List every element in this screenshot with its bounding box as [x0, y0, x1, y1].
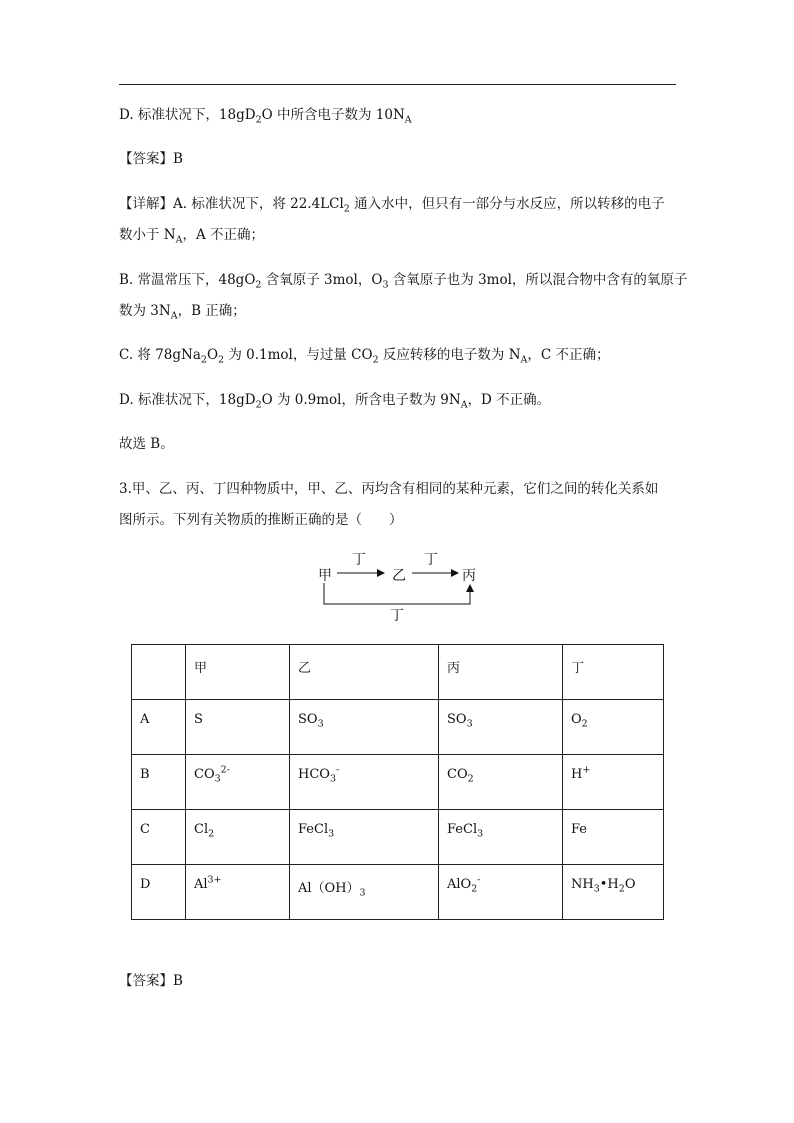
text: B. 常温常压下，48gO — [119, 272, 256, 288]
subscript: 2 — [471, 883, 478, 895]
subscript: 2 — [255, 399, 262, 411]
header-rule — [119, 84, 676, 85]
subscript: 2 — [372, 354, 379, 366]
detail-c — [119, 345, 610, 365]
subscript: 3 — [214, 773, 221, 785]
detail-a-2 — [119, 225, 264, 245]
table-cell — [439, 810, 563, 865]
table-cell — [290, 700, 439, 755]
text: FeCl — [298, 822, 329, 837]
answer-value: B — [173, 973, 183, 989]
header-cell: 丁 — [563, 645, 664, 700]
subscript: A — [170, 310, 178, 322]
subscript: 2 — [343, 203, 350, 215]
conversion-diagram — [300, 548, 500, 632]
text: ，B 正确； — [177, 303, 246, 319]
text: 为 0.1mol，与过量 CO — [224, 347, 373, 363]
table-cell — [186, 755, 290, 810]
text: D. 标准状况下，18gD — [119, 107, 256, 123]
row-label: B — [132, 755, 186, 810]
subscript: A — [520, 354, 528, 366]
superscript: + — [582, 764, 591, 776]
text: 反应转移的电子数为 N — [378, 347, 521, 363]
text: 数小于 N — [119, 227, 176, 243]
row-label: D — [132, 865, 186, 920]
text: 数为 3N — [119, 303, 171, 319]
table-cell — [186, 810, 290, 865]
subscript: A — [175, 234, 183, 246]
table-row — [132, 810, 664, 865]
detail-d — [119, 390, 550, 410]
node-jia: 甲 — [318, 568, 332, 584]
text: SO — [298, 712, 318, 727]
superscript: 2- — [220, 764, 230, 776]
subscript: A — [404, 114, 412, 126]
question-3-line-2: 图所示。下列有关物质的推断正确的是（ ） — [119, 512, 403, 528]
arrow-label-3: 丁 — [390, 608, 404, 624]
text: HCO — [298, 767, 330, 782]
table-cell — [290, 810, 439, 865]
superscript: - — [477, 874, 481, 886]
subscript: 2 — [255, 114, 262, 126]
arrow-label-1: 丁 — [352, 552, 366, 568]
text: D. 标准状况下，18gD — [119, 392, 256, 408]
subscript: A — [460, 399, 468, 411]
header-cell: 乙 — [290, 645, 439, 700]
subscript: 3 — [477, 828, 484, 840]
table-cell — [563, 700, 664, 755]
text: Al — [194, 877, 208, 892]
arrow-jia-to-bing — [324, 583, 470, 604]
subscript: 2 — [208, 828, 215, 840]
detail-a — [119, 194, 665, 214]
detail-b-2 — [119, 301, 246, 321]
detail-label: 【详解】 — [119, 196, 173, 212]
node-yi: 乙 — [392, 568, 406, 584]
superscript: - — [336, 764, 340, 776]
question-3-line-1: 3.甲、乙、丙、丁四种物质中，甲、乙、丙均含有相同的某种元素，它们之间的转化关系如 — [119, 481, 659, 497]
table-header-row — [132, 645, 664, 700]
text: C. 将 78gNa — [119, 347, 201, 363]
subscript: 3 — [466, 718, 473, 730]
answer-value: B — [173, 151, 183, 167]
text: Fe — [571, 822, 588, 837]
superscript: 3+ — [207, 874, 222, 886]
text: H — [571, 767, 583, 782]
subscript: 3 — [593, 883, 600, 895]
text: S — [194, 712, 203, 727]
text: •H — [599, 877, 619, 892]
text: Cl — [194, 822, 209, 837]
text: O — [571, 712, 582, 727]
subscript: 3 — [359, 887, 366, 899]
text: O — [624, 877, 636, 892]
table-cell — [563, 810, 664, 865]
text: O 中所含电子数为 10N — [261, 107, 405, 123]
table-cell — [186, 865, 290, 920]
subscript: 2 — [618, 883, 625, 895]
arrow-label-2: 丁 — [424, 552, 438, 568]
text: 含氧原子 3mol，O — [261, 272, 383, 288]
table-cell — [439, 865, 563, 920]
text: SO — [447, 712, 467, 727]
options-table — [131, 644, 664, 920]
node-bing: 丙 — [462, 568, 476, 584]
table-cell — [563, 865, 664, 920]
text: O 为 0.9mol，所含电子数为 9N — [261, 392, 461, 408]
table-cell — [186, 700, 290, 755]
conclusion: 故选 B。 — [119, 436, 174, 452]
header-cell: 甲 — [186, 645, 290, 700]
text: O — [206, 347, 219, 363]
text: ，C 不正确； — [527, 347, 610, 363]
text: ，D 不正确。 — [467, 392, 551, 408]
header-cell — [132, 645, 186, 700]
text: AlO — [447, 877, 472, 892]
option-d-prev — [119, 105, 412, 125]
text: Al（OH） — [298, 881, 360, 896]
subscript: 3 — [317, 718, 324, 730]
header-cell: 丙 — [439, 645, 563, 700]
text: ，A 不正确； — [182, 227, 265, 243]
table-cell — [290, 755, 439, 810]
text: FeCl — [447, 822, 478, 837]
table-cell — [439, 755, 563, 810]
answer-2 — [119, 971, 183, 991]
subscript: 2 — [255, 279, 262, 291]
table-cell — [290, 865, 439, 920]
text: CO — [194, 767, 215, 782]
subscript: 3 — [329, 773, 336, 785]
subscript: 2 — [200, 354, 207, 366]
subscript: 3 — [382, 279, 389, 291]
table-row — [132, 865, 664, 920]
subscript: 2 — [581, 718, 588, 730]
table-row — [132, 755, 664, 810]
answer-label: 【答案】 — [119, 151, 173, 167]
answer-1 — [119, 149, 183, 169]
subscript: 2 — [218, 354, 225, 366]
table-cell — [563, 755, 664, 810]
subscript: 3 — [328, 828, 335, 840]
table-cell — [439, 700, 563, 755]
row-label: C — [132, 810, 186, 865]
table-row — [132, 700, 664, 755]
row-label: A — [132, 700, 186, 755]
subscript: 2 — [467, 773, 474, 785]
text: A. 标准状况下，将 22.4LCl — [173, 196, 344, 212]
text: 含氧原子也为 3mol，所以混合物中含有的氧原子 — [388, 272, 688, 288]
text: NH — [571, 877, 594, 892]
answer-label: 【答案】 — [119, 973, 173, 989]
detail-b — [119, 270, 687, 290]
text: 通入水中，但只有一部分与水反应，所以转移的电子 — [349, 196, 665, 212]
text: CO — [447, 767, 468, 782]
